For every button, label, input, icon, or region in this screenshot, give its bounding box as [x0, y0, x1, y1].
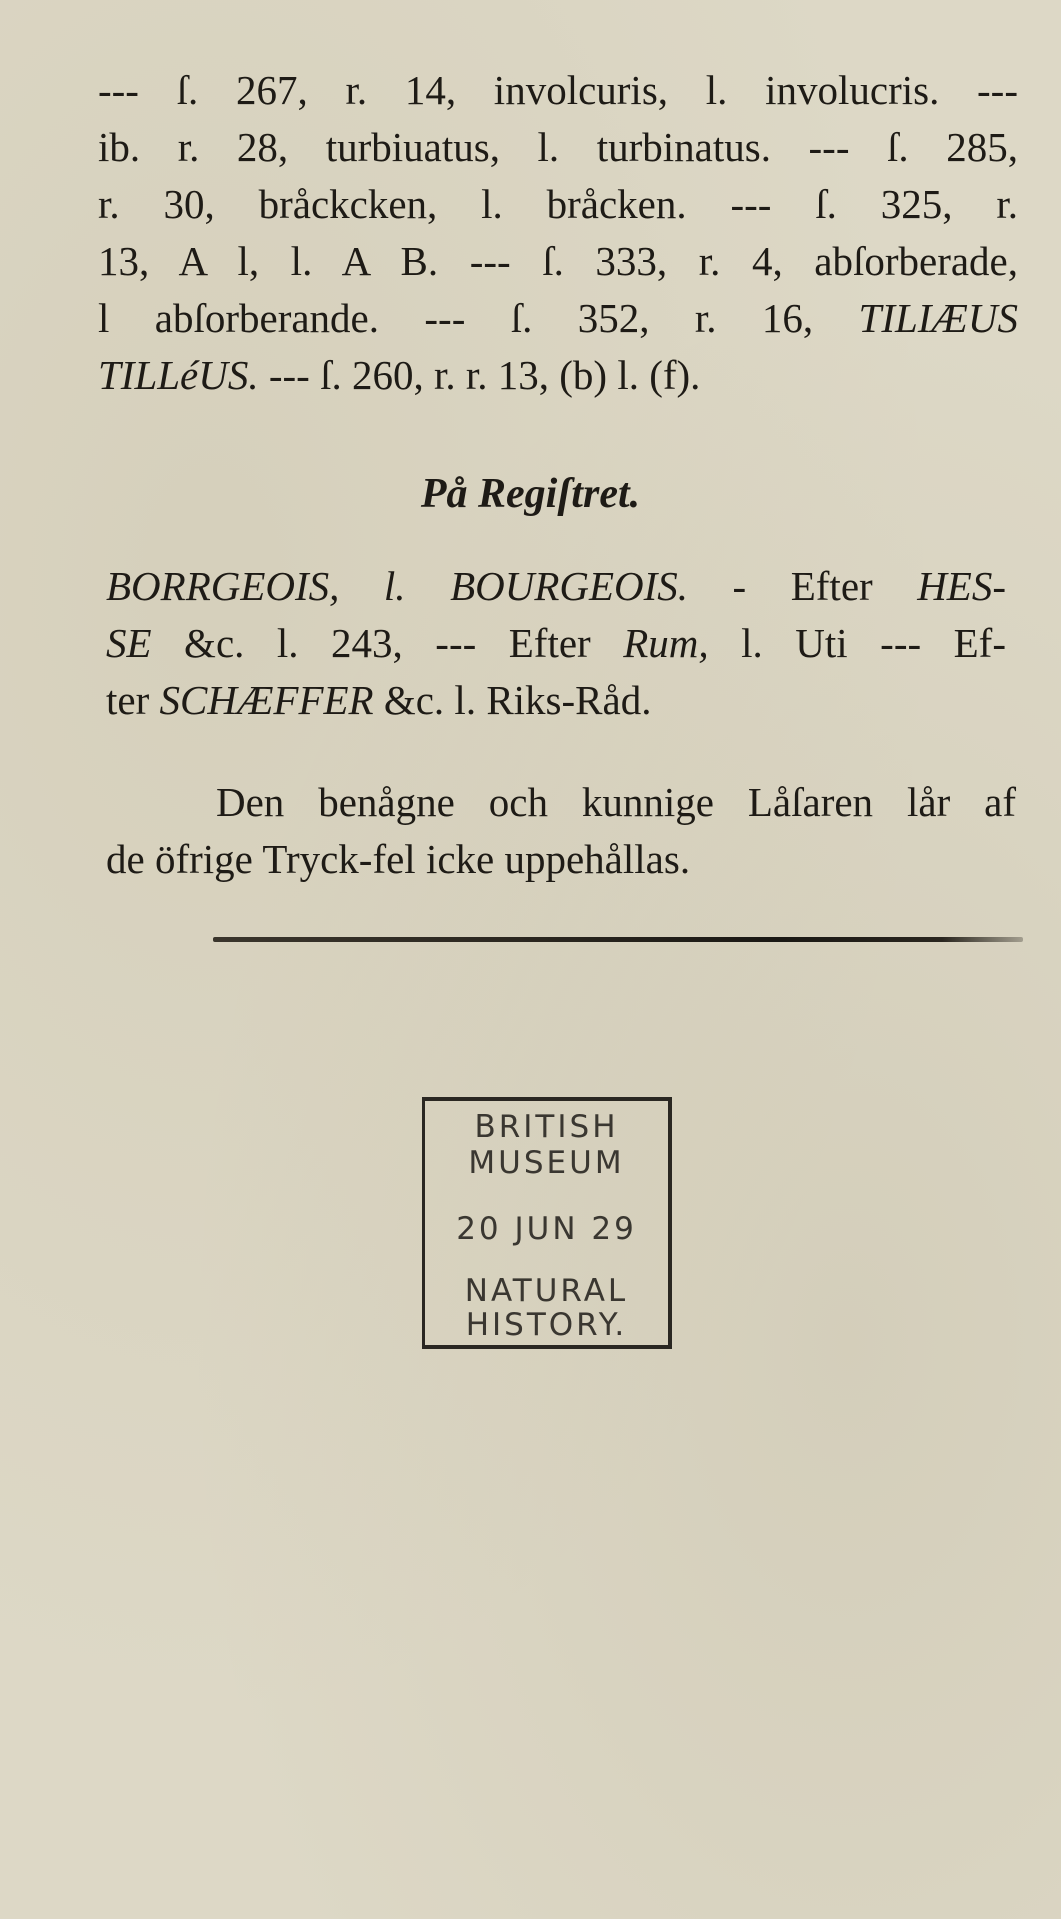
errata-line: r. 30, bråckcken, l. bråcken. --- ſ. 325, r.: [98, 181, 1018, 227]
museum-stamp: [422, 1097, 672, 1349]
errata-line: [98, 347, 1018, 404]
stamp-date: 20 JUN 29: [456, 1211, 637, 1247]
register-line: [106, 558, 1006, 615]
errata-text: l abſorberande. --- ſ. 352, r. 16,: [98, 295, 859, 341]
errata-italic-term: TILIÆUS: [858, 295, 1018, 341]
register-text: l. Uti --- Ef-: [708, 620, 1006, 666]
stamp-line: MUSEUM: [468, 1145, 625, 1181]
register-italic: BORRGEOIS, l. BOURGEOIS.: [106, 563, 689, 609]
register-text: &c. l. 243, --- Efter: [151, 620, 624, 666]
register-line: [106, 615, 1006, 672]
stamp-line: BRITISH: [474, 1109, 619, 1145]
register-italic: SCHÆFFER: [159, 677, 374, 723]
ornamental-rule: [213, 937, 1023, 942]
errata-italic-term: TILLéUS.: [98, 352, 259, 398]
errata-line: ib. r. 28, turbiuatus, l. turbinatus. --- ſ. 285,: [98, 124, 1018, 170]
stamp-line: HISTORY.: [465, 1307, 628, 1343]
register-italic: SE: [106, 620, 152, 666]
closing-line: Den benågne och kunnige Låſaren lår af: [216, 779, 1016, 825]
errata-line: 13, A l, l. A B. --- ſ. 333, r. 4, abſorberade,: [98, 238, 1018, 284]
register-italic: Rum,: [623, 620, 709, 666]
errata-text: --- ſ. 260, r. r. 13, (b) l. (f).: [258, 352, 701, 398]
register-corrections: [106, 558, 1006, 729]
register-line: [106, 672, 1006, 729]
closing-note: [106, 774, 1016, 888]
closing-line: de öfrige Tryck-fel icke uppehållas.: [106, 836, 691, 882]
register-heading: På Regiſtret.: [420, 471, 641, 517]
register-text: - Efter: [688, 563, 918, 609]
register-text: ter: [106, 677, 160, 723]
register-italic: HES-: [917, 563, 1006, 609]
errata-line: [98, 290, 1018, 347]
errata-line: --- ſ. 267, r. 14, involcuris, l. involucris. ---: [98, 67, 1018, 113]
register-text: &c. l. Riks-Råd.: [373, 677, 652, 723]
stamp-line: NATURAL: [464, 1273, 629, 1309]
errata-list: [98, 62, 1018, 404]
